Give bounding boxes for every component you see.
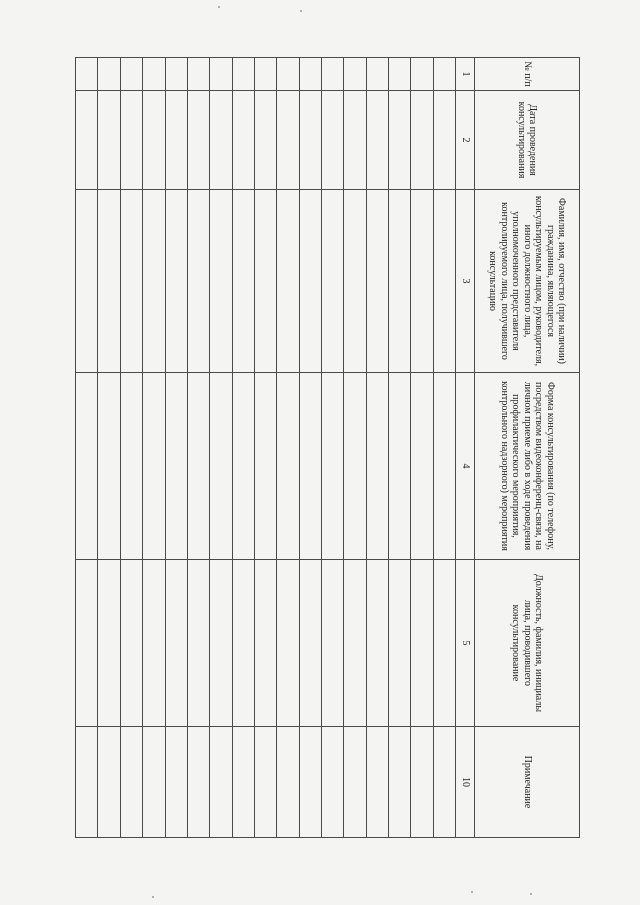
table-row — [187, 58, 209, 838]
table-cell — [143, 58, 165, 91]
table-cell — [143, 373, 165, 560]
table-cell — [76, 373, 98, 560]
table-cell — [322, 727, 344, 838]
table-cell — [344, 373, 366, 560]
table-cell — [299, 58, 321, 91]
table-cell — [277, 373, 299, 560]
table-cell — [322, 91, 344, 190]
table-cell — [210, 560, 232, 727]
table-cell — [187, 373, 209, 560]
table-cell — [411, 560, 433, 727]
table-cell — [120, 190, 142, 373]
table-row — [76, 58, 98, 838]
table-cell — [254, 373, 276, 560]
table-cell — [299, 91, 321, 190]
table-cell — [232, 727, 254, 838]
table-row — [411, 58, 433, 838]
table-cell — [187, 190, 209, 373]
table-cell — [389, 560, 411, 727]
table-cell — [165, 91, 187, 190]
header-cell-name — [474, 190, 579, 373]
column-number-cell: 5 — [456, 560, 474, 727]
table-header-row — [474, 58, 579, 838]
table-cell — [411, 373, 433, 560]
column-number-cell: 1 — [456, 58, 474, 91]
table-cell — [322, 58, 344, 91]
table-cell — [210, 91, 232, 190]
scan-speck — [218, 6, 220, 8]
table-row — [120, 58, 142, 838]
table-cell — [165, 373, 187, 560]
table-cell — [366, 560, 388, 727]
table-cell — [120, 91, 142, 190]
header-position-text: Должность, фамилия, инициалы лица, проводившего консультирование — [510, 573, 545, 713]
table-cell — [254, 91, 276, 190]
table-cell — [344, 91, 366, 190]
table-cell — [411, 190, 433, 373]
table-cell — [76, 58, 98, 91]
scan-speck — [300, 10, 302, 12]
table-cell — [98, 727, 120, 838]
table-cell — [433, 190, 455, 373]
table-cell — [254, 727, 276, 838]
table-cell — [433, 727, 455, 838]
table-cell — [187, 560, 209, 727]
table-cell — [210, 727, 232, 838]
table-cell — [232, 560, 254, 727]
table-cell — [433, 91, 455, 190]
table-cell — [411, 58, 433, 91]
table-cell — [232, 373, 254, 560]
table-cell — [389, 373, 411, 560]
table-cell — [76, 190, 98, 373]
table-cell — [322, 373, 344, 560]
header-cell-date — [474, 91, 579, 190]
column-number-cell: 4 — [456, 373, 474, 560]
table-cell — [366, 727, 388, 838]
table-row — [366, 58, 388, 838]
scan-speck — [471, 891, 473, 893]
table-cell — [120, 373, 142, 560]
header-name-text: Фамилия, имя, отчество (при наличии) гражданина, являющегося консультируемым лицом, руководителя, иного должностного лица, уполномоченного представителя контролируемого лица, получившего консультацию — [487, 195, 568, 367]
table-cell — [389, 727, 411, 838]
header-cell-form — [474, 373, 579, 560]
table-cell — [143, 91, 165, 190]
table-cell — [411, 91, 433, 190]
table-cell — [120, 58, 142, 91]
table-cell — [165, 560, 187, 727]
table-cell — [277, 58, 299, 91]
table-row — [299, 58, 321, 838]
table-row — [143, 58, 165, 838]
table-cell — [299, 727, 321, 838]
table-cell — [411, 727, 433, 838]
table-cell — [143, 190, 165, 373]
table-cell — [98, 58, 120, 91]
table-row — [98, 58, 120, 838]
table-cell — [344, 58, 366, 91]
consultation-journal-table — [75, 57, 580, 838]
scan-speck — [152, 896, 154, 898]
table-cell — [98, 190, 120, 373]
table-cell — [98, 91, 120, 190]
table-row — [277, 58, 299, 838]
header-form-text: Форма консультирования (по телефону, посредством видеоконференц-связи, на личном приеме либо в ходе проведения профилактического мероприятия, контрольного надзорного) мероприятия — [498, 381, 556, 551]
header-number-text: № п/п — [521, 61, 533, 87]
table-row — [322, 58, 344, 838]
table-cell — [187, 58, 209, 91]
table-cell — [299, 373, 321, 560]
table-cell — [344, 560, 366, 727]
table-cell — [366, 91, 388, 190]
table-cell — [76, 91, 98, 190]
table-cell — [120, 560, 142, 727]
table-cell — [76, 560, 98, 727]
table-cell — [254, 560, 276, 727]
table-cell — [232, 190, 254, 373]
table-cell — [98, 373, 120, 560]
table-cell — [232, 58, 254, 91]
table-cell — [277, 560, 299, 727]
table-cell — [366, 373, 388, 560]
table-cell — [389, 91, 411, 190]
table-row — [433, 58, 455, 838]
table-cell — [277, 91, 299, 190]
table-cell — [389, 58, 411, 91]
table-cell — [433, 58, 455, 91]
table-cell — [165, 58, 187, 91]
column-number-cell: 3 — [456, 190, 474, 373]
table-cell — [232, 91, 254, 190]
table-cell — [76, 727, 98, 838]
table-cell — [254, 58, 276, 91]
table-cell — [322, 560, 344, 727]
table-cell — [210, 190, 232, 373]
table-cell — [187, 91, 209, 190]
table-cell — [299, 560, 321, 727]
header-cell-note — [474, 727, 579, 838]
table-cell — [254, 190, 276, 373]
table-cell — [433, 560, 455, 727]
table-cell — [165, 190, 187, 373]
table-cell — [366, 190, 388, 373]
header-date-text: Дата проведения консультирования — [515, 101, 539, 179]
table-cell — [98, 560, 120, 727]
scan-speck — [530, 893, 532, 895]
column-number-row — [456, 58, 474, 838]
column-number-cell: 10 — [456, 727, 474, 838]
table-cell — [433, 373, 455, 560]
table-row — [232, 58, 254, 838]
table-row — [344, 58, 366, 838]
table-cell — [187, 727, 209, 838]
table-cell — [165, 727, 187, 838]
table-cell — [277, 727, 299, 838]
table-row — [389, 58, 411, 838]
table-cell — [322, 190, 344, 373]
rotated-table-stage — [75, 57, 580, 837]
header-cell-position — [474, 560, 579, 727]
table-cell — [210, 373, 232, 560]
table-cell — [277, 190, 299, 373]
table-row — [210, 58, 232, 838]
table-cell — [389, 190, 411, 373]
table-cell — [120, 727, 142, 838]
table-cell — [344, 727, 366, 838]
table-cell — [210, 58, 232, 91]
header-note-text: Примечание — [521, 755, 533, 809]
table-row — [254, 58, 276, 838]
table-cell — [143, 727, 165, 838]
header-cell-number — [474, 58, 579, 91]
table-cell — [344, 190, 366, 373]
table-cell — [143, 560, 165, 727]
table-row — [165, 58, 187, 838]
column-number-cell: 2 — [456, 91, 474, 190]
table-cell — [366, 58, 388, 91]
table-cell — [299, 190, 321, 373]
